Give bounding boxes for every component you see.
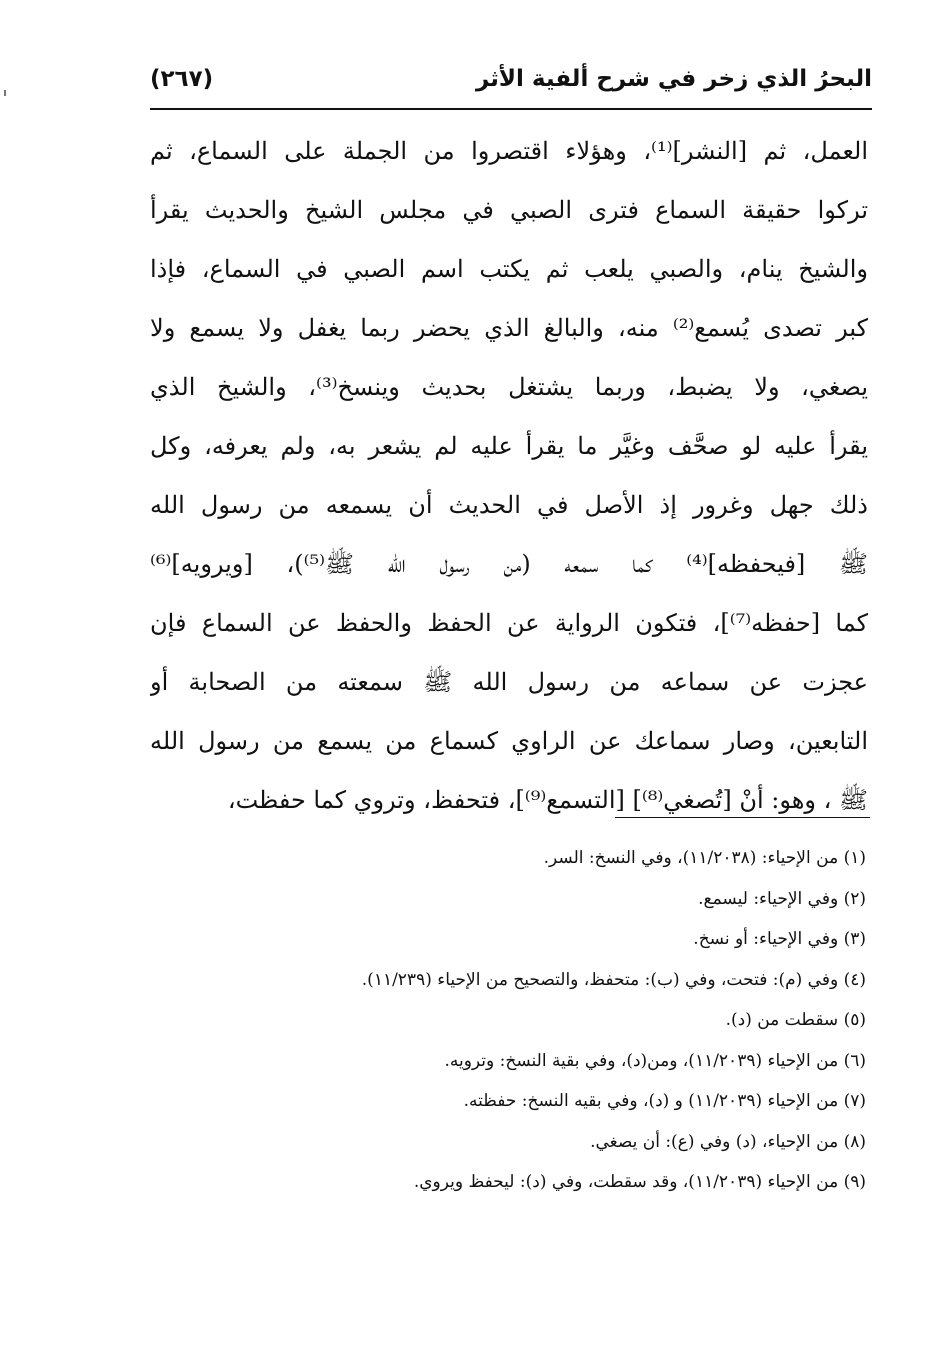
footnote: (٥) سقطت من (د). xyxy=(725,1010,866,1030)
main-text xyxy=(150,122,868,830)
footnote: (٨) من الإحياء، (د) وفي (ع): أن يصغي. xyxy=(590,1131,866,1152)
book-title: البحرُ الذي زخر في شرح ألفية الأثر xyxy=(475,66,872,92)
footnotes xyxy=(150,838,866,1203)
footnote-separator xyxy=(615,817,870,818)
footnote: (٤) وفي (م): فتحت، وفي (ب): متحفظ، والتصحيح من الإحياء (١١/٢٣٩). xyxy=(361,969,866,990)
text-line: التابعين، وصار سماعك عن الراوي كسماع من يسمع من رسول الله xyxy=(150,727,868,755)
text-line: ﷺ [فيحفظه]⁽⁴⁾ كما سمعه (من رسول الله ﷺ⁽⁵⁾)، [ويرويه]⁽⁶⁾ xyxy=(150,550,868,578)
text-line: العمل، ثم [النشر]⁽¹⁾، وهؤلاء اقتصروا من الجملة على السماع، ثم xyxy=(150,137,868,165)
text-line: تركوا حقيقة السماع فترى الصبي في مجلس الشيخ والحديث يقرأ xyxy=(150,196,868,224)
footnote: (٦) من الإحياء (١١/٢٠٣٩)، ومن(د)، وفي بقية النسخ: وترويه. xyxy=(444,1050,866,1071)
text-line: يصغي، ولا يضبط، وربما يشتغل بحديث وينسخ⁽³⁾، والشيخ الذي xyxy=(150,373,868,401)
footnote: (٢) وفي الإحياء: ليسمع. xyxy=(698,888,866,909)
footnote: (٣) وفي الإحياء: أو نسخ. xyxy=(693,929,866,949)
footnote: (١) من الإحياء: (١١/٢٠٣٨)، وفي النسخ: السر. xyxy=(543,848,866,868)
footnote: (٩) من الإحياء (١١/٢٠٣٩)، وقد سقطت، وفي (د): ليحفظ ويروي. xyxy=(413,1172,866,1192)
text-line: يقرأ عليه لو صحَّف وغيَّر ما يقرأ عليه لم يشعر به، ولم يعرفه، وكل xyxy=(150,432,868,460)
text-line: عجزت عن سماعه من رسول الله ﷺ سمعته من الصحابة أو xyxy=(150,668,868,696)
header-rule xyxy=(150,108,872,110)
text-line: كبر تصدى يُسمع⁽²⁾ منه، والبالغ الذي يحضر ربما يغفل ولا يسمع ولا xyxy=(150,314,868,342)
text-line: كما [حفظه⁽⁷⁾]، فتكون الرواية عن الحفظ والحفظ عن السماع فإن xyxy=(150,609,868,637)
text-line: والشيخ ينام، والصبي يلعب ثم يكتب اسم الصبي في السماع، فإذا xyxy=(150,255,868,283)
text-line: ذلك جهل وغرور إذ الأصل في الحديث أن يسمعه من رسول الله xyxy=(150,491,868,519)
scan-mark xyxy=(4,90,6,96)
footnote: (٧) من الإحياء (١١/٢٠٣٩) و (د)، وفي بقيه النسخ: حفظته. xyxy=(463,1091,866,1111)
page-header xyxy=(150,64,872,108)
page-number: (٢٦٧) xyxy=(150,66,214,92)
text-line: ﷺ ، وهو: أنْ [تُصغي⁽⁸⁾] [التسمع⁽⁹⁾]، فتحفظ، وتروي كما حفظت، xyxy=(227,786,868,814)
